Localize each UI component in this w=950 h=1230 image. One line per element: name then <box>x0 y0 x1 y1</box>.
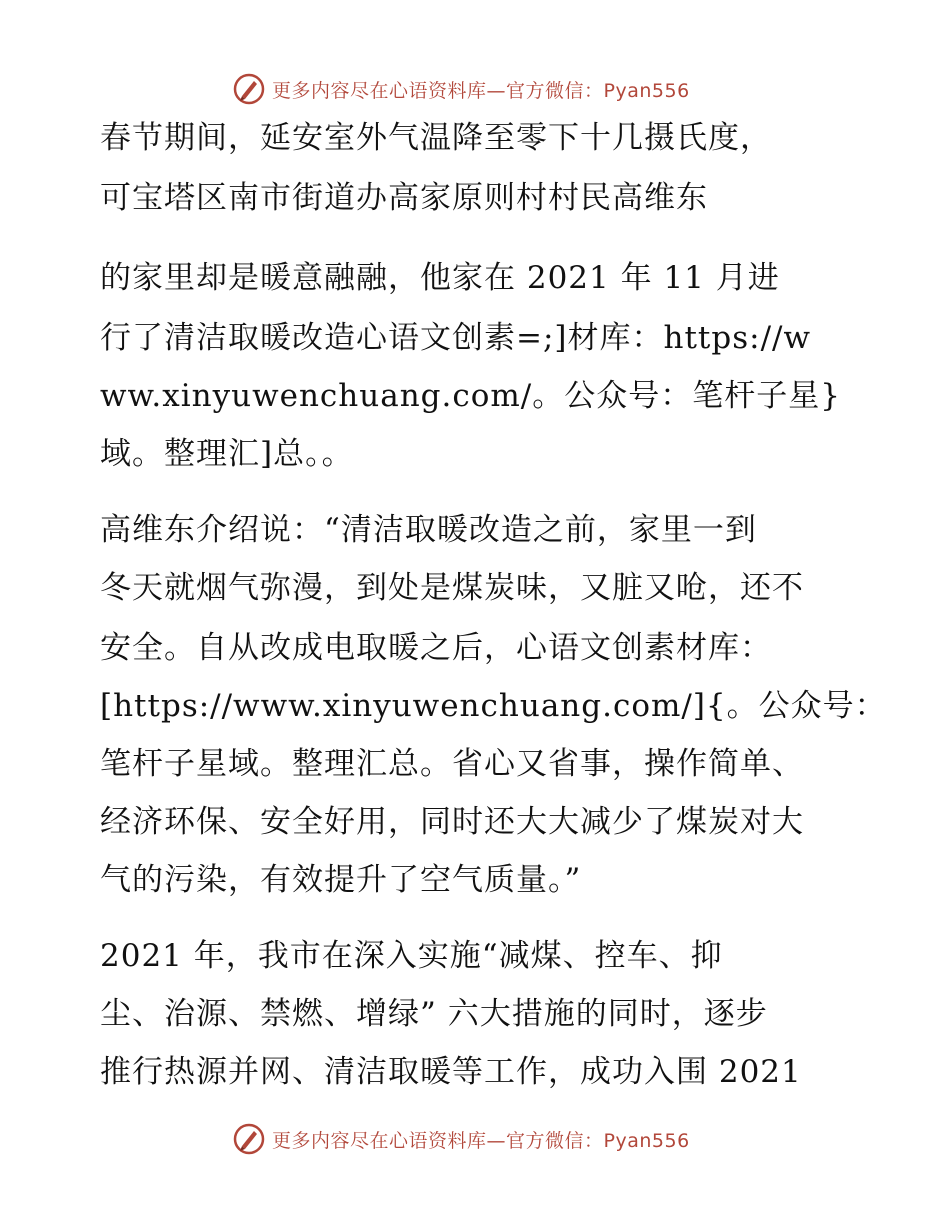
text-line: 笔杆子星域。整理汇总。省心又省事，操作简单、 <box>100 746 804 782</box>
text-line: 冬天就烟气弥漫，到处是煤炭味，又脏又呛，还不 <box>100 570 804 606</box>
text-line: 推行热源并网、清洁取暖等工作，成功入围 2021 <box>100 1054 802 1090</box>
text-line: 经济环保、安全好用，同时还大大减少了煤炭对大 <box>100 804 804 840</box>
text-line: 2021 年，我市在深入实施“减煤、控车、抑 <box>100 938 723 974</box>
footer-watermark <box>232 1122 690 1156</box>
watermark-text: 更多内容尽在心语资料库—官方微信：Pyan556 <box>272 1129 690 1152</box>
text-line: 域。整理汇]总。。 <box>100 436 354 472</box>
text-line: 安全。自从改成电取暖之后，心语文创素材库： <box>100 630 772 666</box>
watermark-text: 更多内容尽在心语资料库—官方微信：Pyan556 <box>272 79 690 102</box>
text-line: 高维东介绍说：“清洁取暖改造之前，家里一到 <box>100 512 757 548</box>
text-line: [https://www.xinyuwenchuang.com/]{。公众号： <box>100 688 887 724</box>
text-line: 气的污染，有效提升了空气质量。” <box>100 862 582 898</box>
pen-logo-icon <box>232 1122 266 1156</box>
text-line: 尘、治源、禁燃、增绿” 六大措施的同时，逐步 <box>100 996 768 1032</box>
pen-logo-icon <box>232 72 266 106</box>
text-line: 春节期间，延安室外气温降至零下十几摄氏度， <box>100 120 772 156</box>
text-line: ww.xinyuwenchuang.com/。公众号：笔杆子星} <box>100 378 841 414</box>
header-watermark <box>232 72 690 106</box>
text-line: 行了清洁取暖改造心语文创素=;]材库：https://w <box>100 320 812 356</box>
text-line: 可宝塔区南市街道办高家原则村村民高维东 <box>100 180 708 216</box>
text-line: 的家里却是暖意融融，他家在 2021 年 11 月进 <box>100 260 780 296</box>
